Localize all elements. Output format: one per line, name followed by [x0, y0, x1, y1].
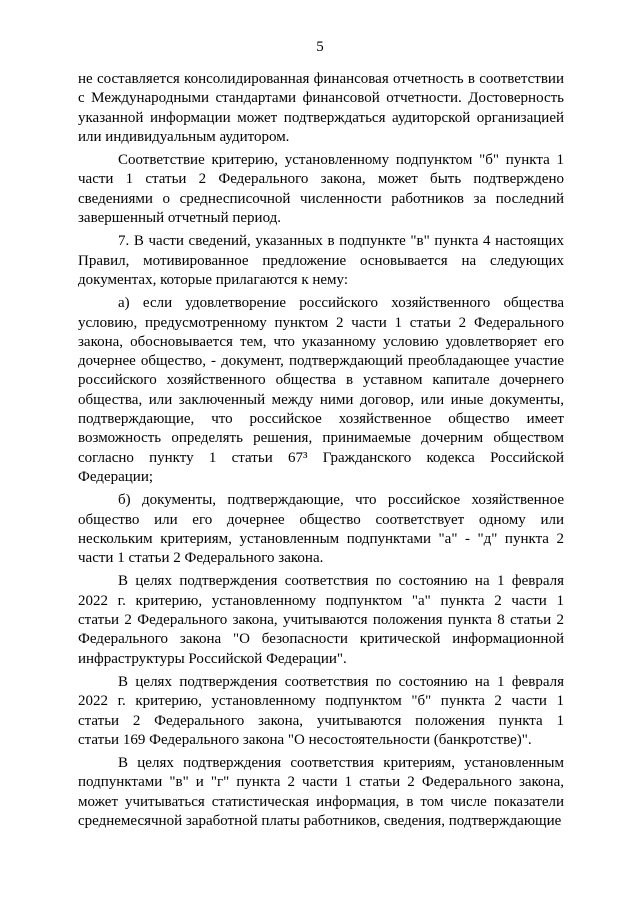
- paragraph: [78, 294, 564, 487]
- text-line: российского хозяйственного общества в уставном капитале дочернего: [78, 372, 564, 389]
- text-line: б) документы, подтверждающие, что российское хозяйственное: [118, 492, 564, 509]
- text-line: инфраструктуры Российской Федерации".: [78, 650, 347, 667]
- text-line: статьи 169 Федерального закона "О несостоятельности (банкротстве)".: [78, 731, 532, 748]
- paragraph: [78, 151, 564, 228]
- text-line: дочернее общество, - документ, подтверждающий преобладающее участие: [78, 353, 564, 370]
- paragraph: [78, 491, 564, 568]
- text-line: может учитываться статистическая информация, в том числе показатели: [78, 793, 564, 810]
- page-number: 5: [316, 39, 324, 55]
- text-line: подпунктами "в" и "г" пункта 2 части 1 статьи 2 Федерального закона,: [78, 774, 564, 791]
- paragraph: [78, 70, 564, 147]
- text-line: части 1 статьи 2 Федерального закона, может быть подтверждено: [78, 171, 564, 188]
- text-line: подтверждающие, что российское хозяйственное общество имеет: [78, 411, 564, 428]
- text-line: общества, или заключенный между ними договор, или иные документы,: [78, 391, 564, 408]
- text-line: 2022 г. критерию, установленному подпунктом "б" пункта 2 части 1: [78, 693, 564, 710]
- text-line: части 1 статьи 2 Федерального закона.: [78, 550, 324, 567]
- text-line: среднемесячной заработной платы работников, сведения, подтверждающие: [78, 812, 562, 829]
- text-line: согласно пункту 1 статьи 67³ Гражданского кодекса Российской: [78, 449, 564, 466]
- text-line: с Международными стандартами финансовой отчетности. Достоверность: [78, 90, 564, 107]
- text-line: общество или его дочернее общество соответствует одному или: [78, 511, 564, 528]
- text-line: условию, предусмотренному пунктом 2 части 1 статьи 2 Федерального: [78, 314, 564, 331]
- text-line: сведениями о среднесписочной численности работников за последний: [78, 190, 564, 207]
- text-line: а) если удовлетворение российского хозяйственного общества: [118, 295, 564, 312]
- text-line: документах, которые прилагаются к нему:: [78, 271, 348, 288]
- text-line: В целях подтверждения соответствия по состоянию на 1 февраля: [118, 673, 564, 690]
- text-line: 2022 г. критерию, установленному подпунктом "а" пункта 2 части 1: [78, 592, 564, 609]
- body-text: [78, 70, 564, 831]
- text-line: В целях подтверждения соответствия по состоянию на 1 февраля: [118, 573, 564, 590]
- text-line: завершенный отчетный период.: [78, 210, 282, 227]
- text-line: указанной информации может подтверждаться аудиторской организацией: [78, 109, 564, 126]
- text-line: Федерального закона "О безопасности критической информационной: [78, 631, 564, 648]
- text-line: Соответствие критерию, установленному подпунктом "б" пункта 1: [118, 152, 564, 169]
- paragraph: [78, 572, 564, 668]
- text-line: нескольким критериям, установленным подпунктами "а" - "д" пункта 2: [78, 530, 564, 547]
- paragraph: [78, 673, 564, 750]
- text-line: В целях подтверждения соответствия критериям, установленным: [118, 755, 564, 772]
- text-line: возможность определять решения, принимаемые дочерним обществом: [78, 430, 564, 447]
- text-line: статьи 2 Федерального закона, учитываются положения пункта 1: [78, 712, 564, 729]
- text-line: статьи 2 Федерального закона, учитываются положения пункта 8 статьи 2: [78, 612, 564, 629]
- text-line: или индивидуальным аудитором.: [78, 128, 290, 145]
- text-line: Правил, мотивированное предложение основывается на следующих: [78, 252, 564, 269]
- text-line: не составляется консолидированная финансовая отчетность в соответствии: [78, 71, 564, 87]
- paragraph: [78, 754, 564, 831]
- text-line: Федерации;: [78, 468, 154, 485]
- paragraph: [78, 232, 564, 290]
- text-line: 7. В части сведений, указанных в подпункте "в" пункта 4 настоящих: [118, 233, 564, 250]
- text-line: закона, обосновывается тем, что указанному условию удовлетворяет его: [78, 333, 564, 350]
